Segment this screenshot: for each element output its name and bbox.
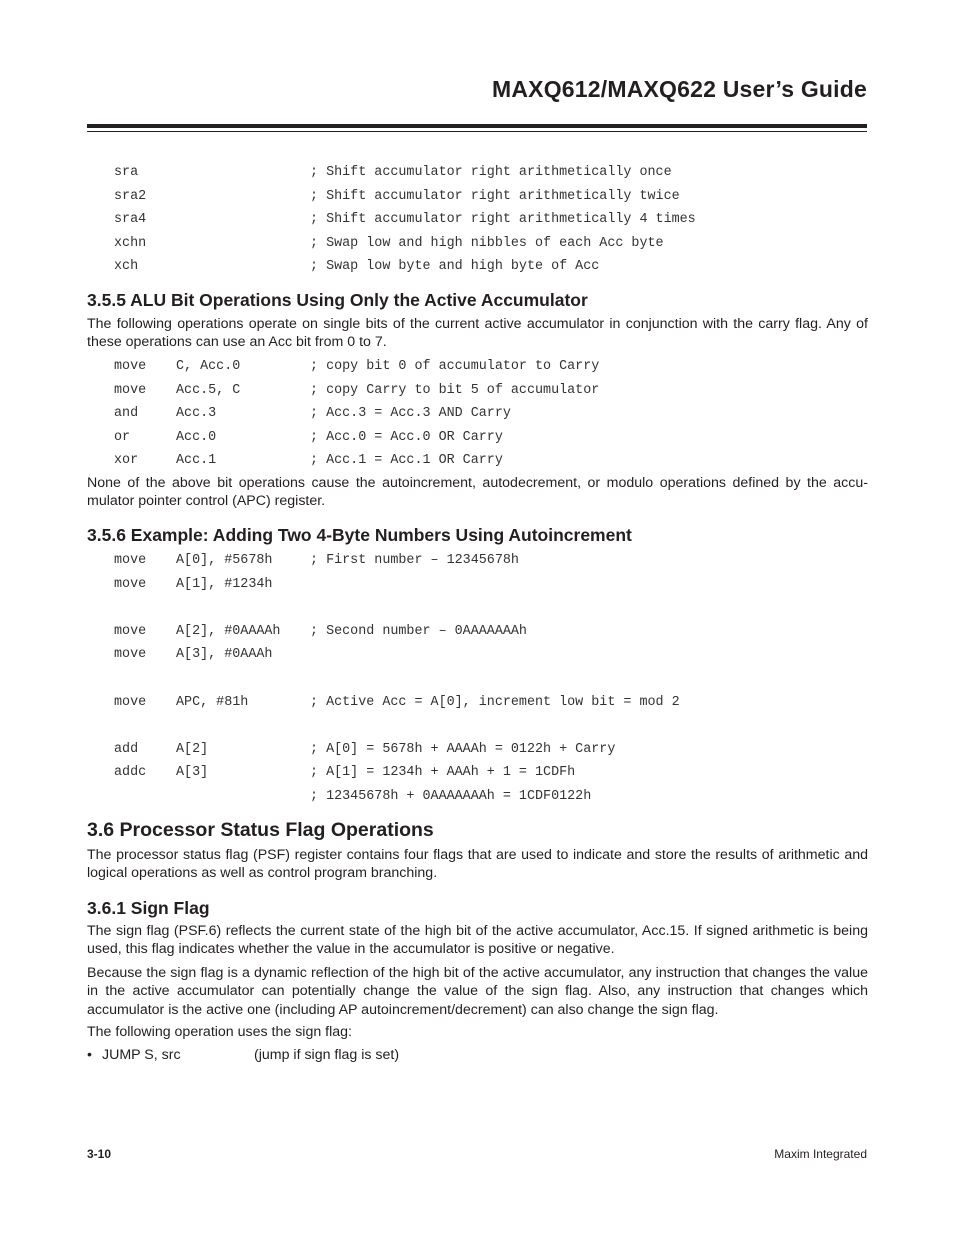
code-args: A[1], #1234h	[176, 576, 273, 592]
code-comment: ; Swap low byte and high byte of Acc	[310, 259, 600, 275]
code-comment: ; Second number – 0AAAAAAAh	[310, 623, 527, 639]
code-line	[114, 449, 599, 473]
code-line	[114, 426, 599, 450]
section-heading-3-6: 3.6 Processor Status Flag Operations	[87, 819, 434, 841]
code-comment: ; Shift accumulator right arithmetically once	[310, 165, 672, 180]
code-args: C, Acc.0	[176, 359, 241, 374]
bullet-item-jump	[87, 1047, 399, 1063]
footer-company: Maxim Integrated	[774, 1147, 867, 1161]
code-op: xch	[114, 259, 139, 275]
code-args: APC, #81h	[176, 694, 249, 710]
page-number: 3-10	[87, 1147, 112, 1161]
code-line	[114, 691, 680, 715]
section-3-5-5-note: None of the above bit operations cause the autoincrement, autodecrement, or modulo operations defined by the accumulator pointer control (APC) register.	[87, 475, 868, 510]
code-line	[114, 596, 680, 620]
code-block-add-example	[114, 549, 680, 809]
code-line	[114, 355, 599, 379]
code-args: Acc.1	[176, 453, 217, 469]
code-args	[176, 185, 310, 209]
code-args: A[3], #0AAAh	[176, 647, 273, 663]
code-comment: ; Shift accumulator right arithmetically twice	[310, 188, 680, 204]
code-line	[114, 232, 696, 256]
header-rule-thin	[87, 131, 867, 132]
code-line	[114, 185, 696, 209]
code-op: and	[114, 406, 139, 422]
code-comment: ; A[0] = 5678h + AAAAh = 0122h + Carry	[310, 741, 616, 757]
code-comment: ; copy Carry to bit 5 of accumulator	[310, 382, 600, 398]
code-op: add	[114, 741, 139, 757]
code-args: A[0], #5678h	[176, 553, 273, 568]
code-args: Acc.5, C	[176, 382, 241, 398]
code-line	[114, 667, 680, 691]
code-args	[176, 208, 310, 232]
code-comment: ; Acc.0 = Acc.0 OR Carry	[310, 429, 503, 445]
bullet-instruction: JUMP S, src	[102, 1047, 181, 1063]
code-line	[114, 714, 680, 738]
section-3-6-1-para2: Because the sign flag is a dynamic reflection of the high bit of the active accumulator, any instruction that changes the value in the active accumulator can potentially change the value of the sign flag. Also, any instruction that changes which accumulator is the active one (including AP autoincrement/decrement) can also change the sign flag.	[87, 965, 868, 1018]
code-comment: ; Swap low and high nibbles of each Acc byte	[310, 235, 664, 251]
code-line	[114, 255, 696, 279]
code-line	[114, 643, 680, 667]
code-op: sra2	[114, 188, 147, 204]
code-args	[176, 255, 310, 279]
section-3-6-intro: The processor status flag (PSF) register contains four flags that are used to indicate and store the results of arithmetic and logical operations as well as control program branching.	[87, 847, 868, 882]
code-args	[176, 161, 310, 185]
code-args	[176, 667, 310, 691]
code-args: A[3]	[176, 765, 209, 781]
code-comment: ; Active Acc = A[0], increment low bit = mod 2	[310, 694, 680, 710]
code-op: xchn	[114, 235, 147, 251]
bullet-mark: •	[87, 1047, 92, 1063]
code-args: A[2]	[176, 741, 209, 757]
code-args: A[2], #0AAAAh	[176, 623, 281, 639]
code-op	[114, 596, 176, 620]
section-heading-3-5-6: 3.5.6 Example: Adding Two 4-Byte Numbers Using Autoincrement	[87, 525, 632, 545]
header-rule-thick	[87, 124, 867, 128]
code-comment: ; Acc.1 = Acc.1 OR Carry	[310, 453, 503, 469]
section-3-6-1-para1: The sign flag (PSF.6) reflects the current state of the high bit of the active accumulator, Acc.15. If signed arithmetic is being used, this flag indicates whether the value in the accumulator is positive or negative.	[87, 923, 868, 958]
code-op	[114, 785, 176, 809]
code-comment: ; copy bit 0 of accumulator to Carry	[310, 359, 600, 374]
code-args	[176, 714, 310, 738]
code-comment: ; First number – 12345678h	[310, 553, 519, 568]
code-op: sra	[114, 165, 139, 180]
section-3-6-1-para3: The following operation uses the sign flag:	[87, 1024, 352, 1040]
code-op: or	[114, 429, 131, 445]
code-comment: ; Shift accumulator right arithmetically 4 times	[310, 212, 696, 228]
document-title: MAXQ612/MAXQ622 User’s Guide	[491, 76, 867, 102]
code-line	[114, 573, 680, 597]
code-op: move	[114, 576, 147, 592]
code-args: Acc.3	[176, 406, 217, 422]
code-line	[114, 620, 680, 644]
code-args: Acc.0	[176, 429, 217, 445]
code-comment: ; Acc.3 = Acc.3 AND Carry	[310, 406, 511, 422]
code-op: addc	[114, 765, 147, 781]
code-line	[114, 402, 599, 426]
section-3-5-5-intro: The following operations operate on single bits of the current active accumulator in conjunction with the carry flag. Any of these operations can use an Acc bit from 0 to 7.	[87, 316, 868, 351]
code-args	[176, 232, 310, 256]
code-op: move	[114, 359, 147, 374]
section-heading-3-5-5: 3.5.5 ALU Bit Operations Using Only the Active Accumulator	[87, 290, 588, 310]
code-line	[114, 161, 696, 185]
code-op: sra4	[114, 212, 147, 228]
code-op: move	[114, 647, 147, 663]
code-op: move	[114, 382, 147, 398]
code-comment: ; 12345678h + 0AAAAAAAh = 1CDF0122h	[310, 788, 592, 804]
code-op: move	[114, 694, 147, 710]
code-line	[114, 208, 696, 232]
code-line	[114, 785, 680, 809]
code-block-bit-ops	[114, 355, 599, 473]
code-op	[114, 667, 176, 691]
code-line	[114, 379, 599, 403]
code-block-shift-ops	[114, 161, 696, 279]
section-heading-3-6-1: 3.6.1 Sign Flag	[87, 898, 210, 918]
code-args	[176, 596, 310, 620]
code-op	[114, 714, 176, 738]
code-op: xor	[114, 453, 139, 469]
code-line	[114, 761, 680, 785]
code-op: move	[114, 623, 147, 639]
code-line	[114, 738, 680, 762]
code-line	[114, 549, 680, 573]
code-op: move	[114, 553, 147, 568]
code-args	[176, 785, 310, 809]
code-comment: ; A[1] = 1234h + AAAh + 1 = 1CDFh	[310, 765, 576, 781]
bullet-description: (jump if sign flag is set)	[254, 1047, 400, 1063]
